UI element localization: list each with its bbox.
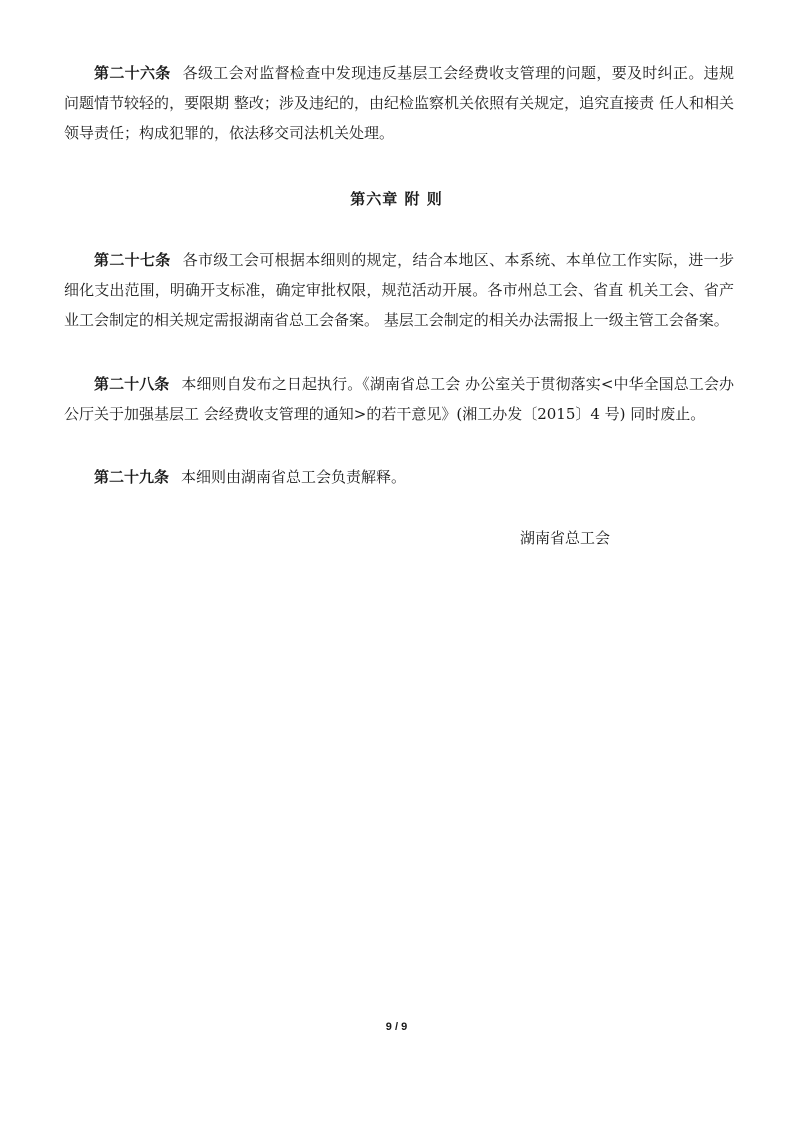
- article-27-body: 各市级工会可根据本细则的规定，结合本地区、本系统、本单位工作实际，进一步细化支出范围，明确开支标准，确定审批权限，规范活动开展。各市州总工会、省直 机关工会、省产业工会制定的相关规定需报湖南省总工会备案。 基层工会制定的相关办法需报上一级主管工会备案。: [64, 251, 734, 329]
- page-number: 9 / 9: [385, 1021, 408, 1033]
- article-28: [64, 369, 734, 429]
- signature-org: 湖南省总工会: [520, 529, 611, 547]
- chapter-6-title: 第六章 附 则: [350, 190, 443, 208]
- article-28-body: 本细则自发布之日起执行。《湖南省总工会 办公室关于贯彻落实<中华全国总工会办公厅关于加强基层工 会经费收支管理的通知>的若干意见》(湘工办发〔2015〕4 号) 同时废止。: [64, 375, 734, 423]
- article-27-heading: 第二十七条: [94, 251, 171, 269]
- article-28-heading: 第二十八条: [94, 375, 170, 393]
- article-27: [64, 245, 734, 335]
- article-29-heading: 第二十九条: [94, 468, 170, 486]
- article-26: [64, 58, 734, 148]
- article-26-body: 各级工会对监督检查中发现违反基层工会经费收支管理的问题，要及时纠正。违规问题情节较轻的，要限期 整改；涉及违纪的，由纪检监察机关依照有关规定，追究直接责 任人和相关领导责任；构成犯罪的，依法移交司法机关处理。: [64, 64, 734, 142]
- article-26-heading: 第二十六条: [94, 64, 171, 82]
- article-29-body: 本细则由湖南省总工会负责解释。: [181, 468, 407, 486]
- article-29: [64, 462, 734, 492]
